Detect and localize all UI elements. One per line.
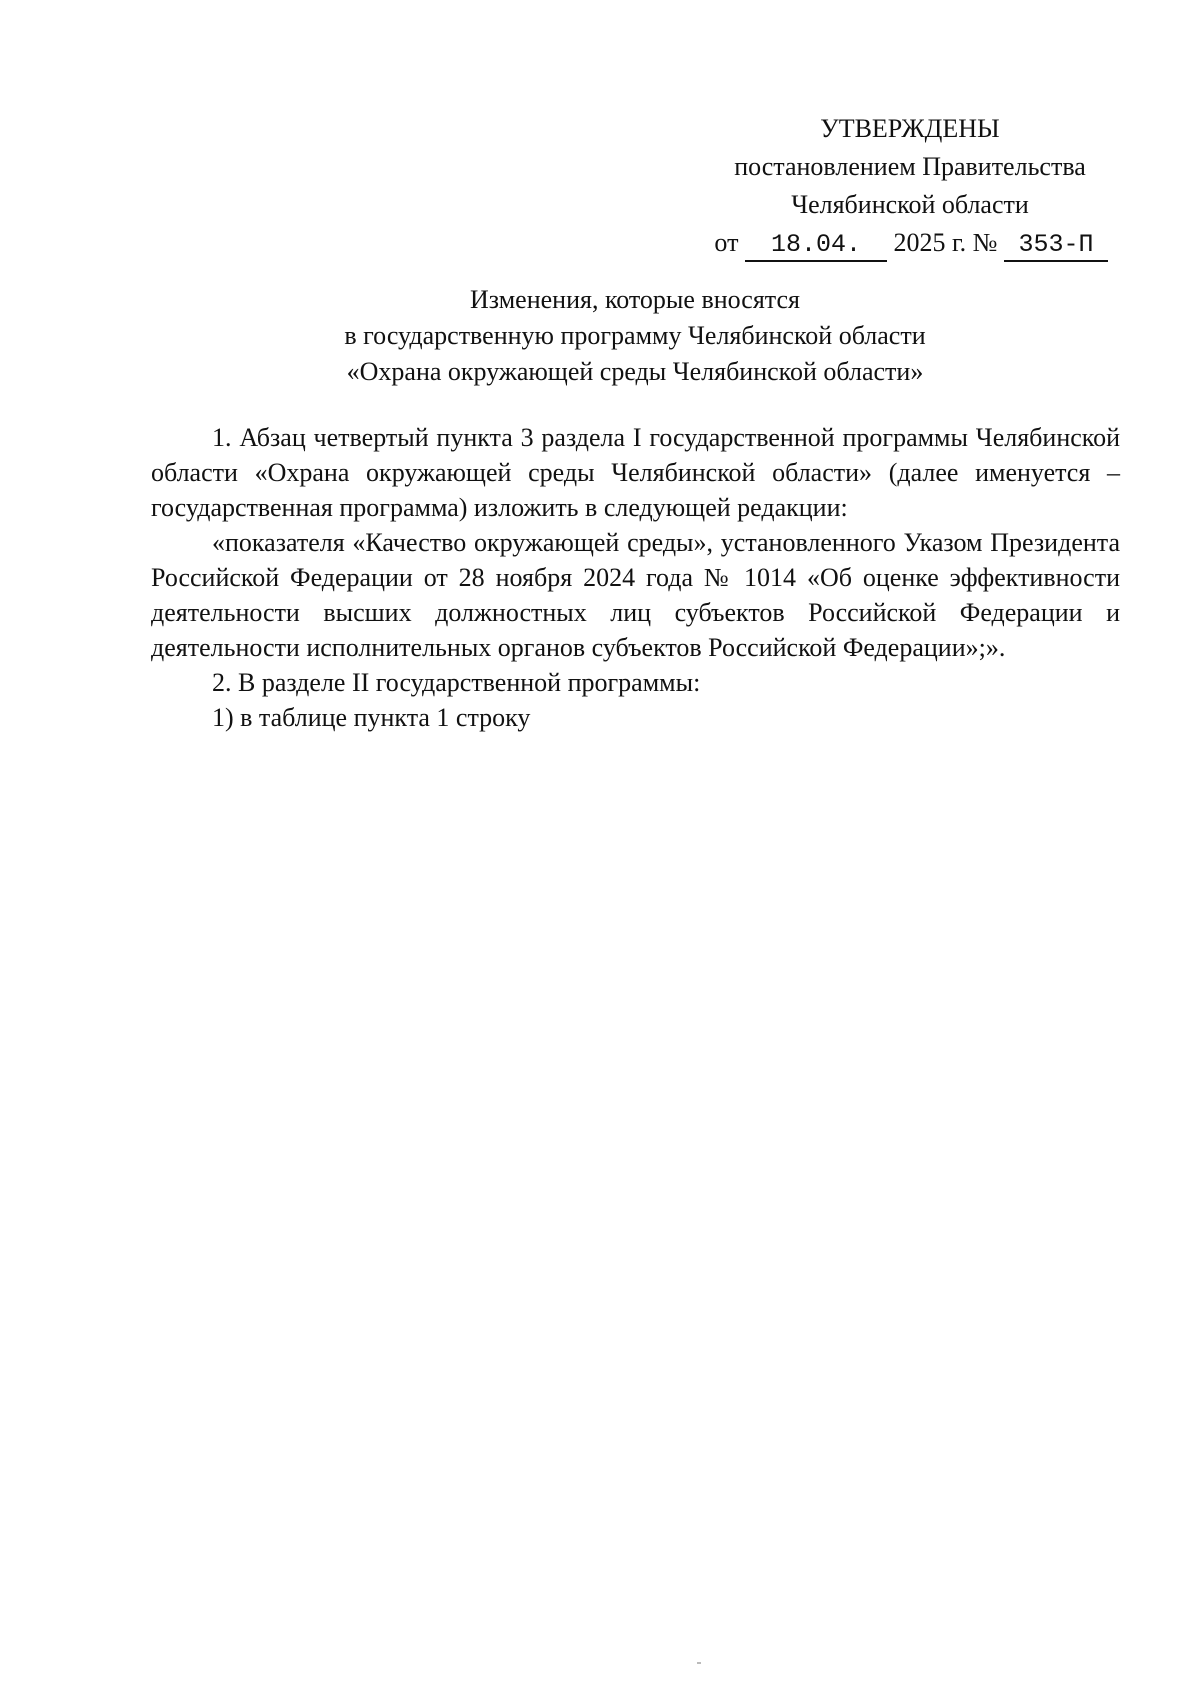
approval-line-1: постановлением Правительства [734, 152, 1086, 181]
approval-stamp-block [700, 110, 1120, 262]
title-line-3: «Охрана окружающей среды Челябинской области» [346, 357, 924, 386]
approval-date-value: 18.04. [745, 230, 887, 262]
approval-year-text: 2025 г. № [893, 228, 998, 257]
body-paragraph: 1. Абзац четвертый пункта 3 раздела I государственной программы Челябинской области «Охрана окружающей среды Челябинской области» (далее именуется – государственная программа) изложить в следующей редакции: [151, 423, 1120, 522]
body-paragraph: «показателя «Качество окружающей среды», установленного Указом Президента Российской Федерации от 28 ноября 2024 года № 1014 «Об оценке эффективности деятельности высших должностных лиц субъектов Российской Федерации и деятельности исполнительных органов субъектов Российской Федерации»;». [151, 528, 1120, 662]
title-line-2: в государственную программу Челябинской области [344, 321, 926, 350]
body-paragraph: 1) в таблице пункта 1 строку [212, 703, 531, 732]
approval-number-value: 353-П [1004, 230, 1108, 262]
approval-heading: УТВЕРЖДЕНЫ [820, 114, 1000, 143]
approval-from-prefix: от [714, 228, 739, 257]
body-paragraph: 2. В разделе II государственной программы: [212, 668, 701, 697]
approval-date-line [700, 224, 1120, 262]
document-title [150, 282, 1120, 390]
document-body [151, 420, 1120, 735]
page-mark [697, 1662, 701, 1664]
title-line-1: Изменения, которые вносятся [470, 285, 800, 314]
approval-line-2: Челябинской области [791, 190, 1029, 219]
